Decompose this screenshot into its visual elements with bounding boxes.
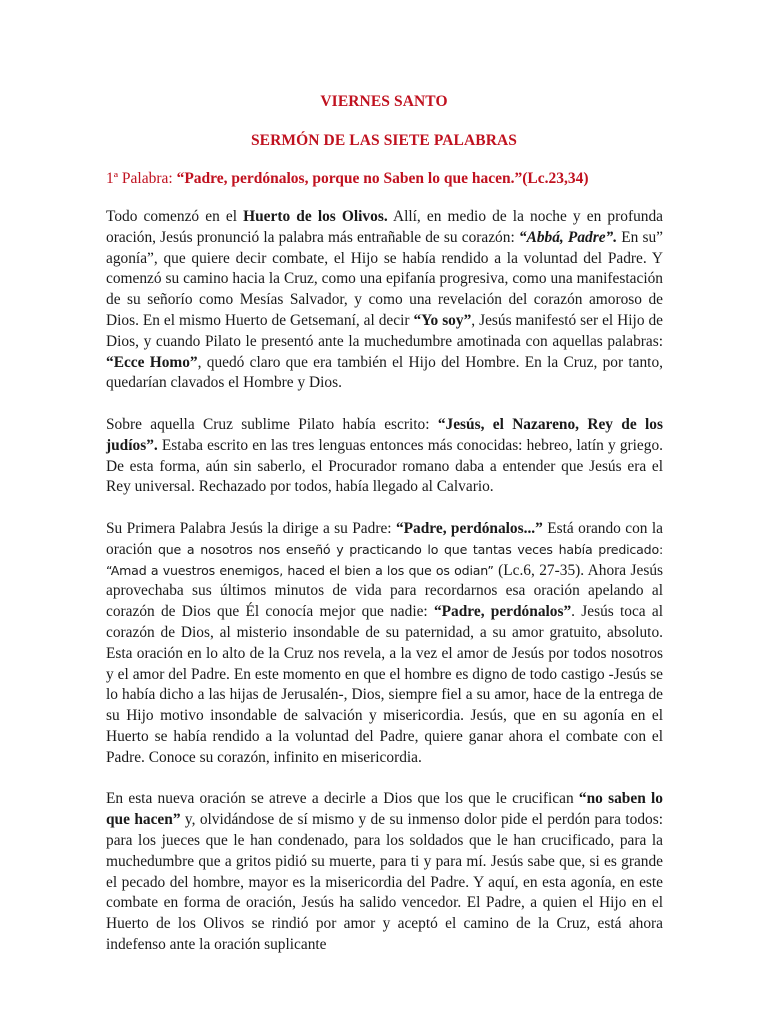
- palabra-label: 1ª Palabra:: [106, 170, 177, 187]
- palabra-heading: [106, 170, 589, 188]
- text-run-bold-italic: “Abbá, Padre”.: [518, 228, 618, 246]
- text-run-bold: Huerto de los Olivos.: [243, 208, 388, 225]
- text-run-quoted-passage: que a nosotros nos enseñó y practicando lo que tantas veces había predicado: “Amad a vuestros enemigos, haced el bien a los que os odian”: [106, 541, 663, 578]
- text-run: Allí, en medio de la noche y en profunda oración, Jesús pronunció la palabra más entrañable de su corazón:: [106, 208, 663, 246]
- document-subtitle: SERMÓN DE LAS SIETE PALABRAS: [250, 132, 518, 149]
- text-run: y, olvidándose de sí mismo y de su inmenso dolor pide el perdón para todos: para los jueces que le han condenado, para los soldados que le han crucificado, para la muchedumbre que a gritos pidió su muerte, para ti y para mí. Jesús sabe que, si es grande el pecado del hombre, mayor es la misericordia del Padre. Y aquí, en esta agonía, en este combate en forma de oración, Jesús ha salido vencedor. El Padre, a quien el Hijo en el Huerto de los Olivos se rindió por amor y aceptó el camino de la Cruz, está ahora indefenso ante la oración suplicante: [106, 811, 663, 953]
- paragraph-4: [106, 789, 663, 955]
- text-run-bold: “Padre, perdónalos...”: [395, 519, 543, 537]
- document-title: VIERNES SANTO: [320, 93, 448, 110]
- text-run-bold: “Padre, perdónalos”: [433, 603, 572, 621]
- text-run: Todo comenzó en el: [106, 208, 244, 225]
- text-run: , quedó claro que era también el Hijo del Hombre. En la Cruz, por tanto, quedarían clavados el Hombre y Dios.: [106, 353, 663, 392]
- paragraph-2: [106, 415, 663, 498]
- text-run: Sobre aquella Cruz sublime Pilato había escrito:: [106, 415, 438, 433]
- sermon-body: [106, 207, 663, 976]
- text-run: Estaba escrito en las tres lenguas entonces más conocidas: hebreo, latín y griego. De esta forma, aún sin saberlo, el Procurador romano daba a entender que Jesús era el Rey universal. Rechazado por todos, había llegado al Calvario.: [106, 436, 663, 496]
- text-run: Su Primera Palabra Jesús la dirige a su Padre:: [106, 519, 396, 537]
- text-run: (Lc.6, 27-35). Ahora Jesús aprovechaba sus últimos minutos de vida para recordarnos esa oración apelando al corazón de Dios que Él conocía mejor que nadie:: [106, 561, 664, 621]
- paragraph-3: [106, 519, 663, 769]
- text-run-bold: “Yo soy”: [413, 311, 472, 329]
- text-run: En su” agonía”, que quiere decir combate, el Hijo se había rendido a la voluntad del Padre. Y comenzó su camino hacia la Cruz, como una epifanía progresiva, como una manifestación de su señorío como Mesías Salvador, y como una revelación del corazón amoroso de Dios. En el mismo Huerto de Getsemaní, al decir: [106, 228, 663, 329]
- text-run: , Jesús manifestó ser el Hijo de Dios, y cuando Pilato le presentó ante la muchedumbre amotinada con aquellas palabras:: [106, 311, 663, 350]
- palabra-quote: “Padre, perdónalos, porque no Saben lo que hacen.”(Lc.23,34): [176, 170, 589, 187]
- paragraph-1: [106, 207, 663, 394]
- text-run-bold: “no saben lo que hacen”: [106, 790, 663, 829]
- text-run-bold: “Jesús, el Nazareno, Rey de los judíos”.: [106, 415, 663, 454]
- text-run-bold: “Ecce Homo”: [106, 353, 198, 371]
- text-run: En esta nueva oración se atreve a decirle a Dios que los que le crucifican: [106, 790, 579, 808]
- text-run: . Jesús toca al corazón de Dios, al misterio insondable de su paternidad, a su amor gratuito, absoluto. Esta oración en lo alto de la Cruz nos revela, a la vez el amor de Jesús por todos nosotros y el amor del Padre. En este momento en que el hombre es digno de todo castigo -Jesús se lo había dicho a las hijas de Jerusalén-, Dios, siempre fiel a su amor, hace de la entrega de su Hijo motivo insondable de salvación y misericordia. Jesús, que en su agonía en el Huerto se había rendido a la voluntad del Padre, quiere ganar ahora el combate con el Padre. Conoce su corazón, infinito en misericordia.: [106, 603, 663, 766]
- text-run: Está orando con la oración: [106, 519, 663, 558]
